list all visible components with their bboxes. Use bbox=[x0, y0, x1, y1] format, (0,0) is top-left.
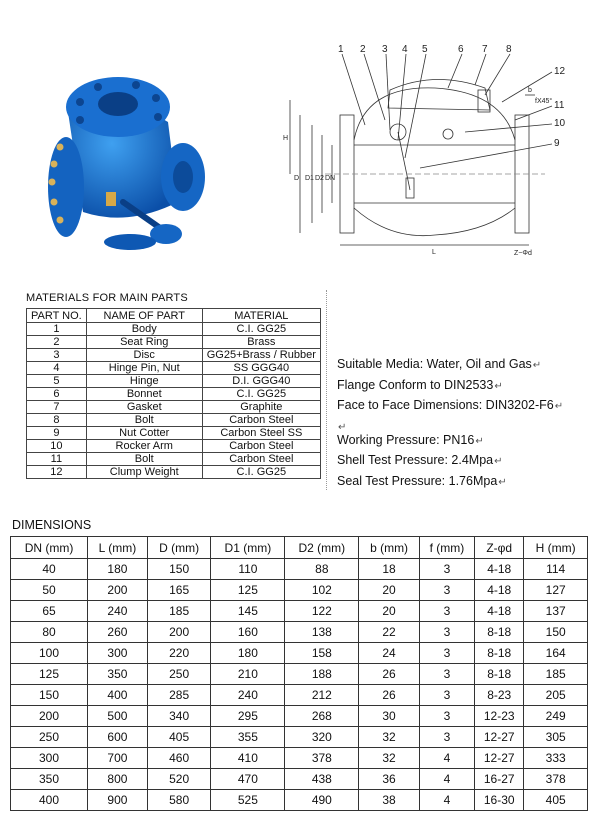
callout-2: 2 bbox=[360, 44, 366, 55]
dimensions-cell: 102 bbox=[285, 580, 359, 601]
materials-header-row bbox=[27, 309, 321, 323]
materials-cell: 4 bbox=[27, 362, 87, 375]
materials-cell: Carbon Steel bbox=[202, 440, 320, 453]
dimensions-cell: 300 bbox=[11, 748, 88, 769]
dimensions-cell: 50 bbox=[11, 580, 88, 601]
dimensions-cell: 460 bbox=[147, 748, 211, 769]
dimensions-row bbox=[11, 727, 588, 748]
dimensions-cell: 210 bbox=[211, 664, 285, 685]
materials-cell: C.I. GG25 bbox=[202, 466, 320, 479]
dimensions-row bbox=[11, 559, 588, 580]
dimensions-cell: 18 bbox=[359, 559, 420, 580]
dimensions-cell: 8-23 bbox=[475, 685, 524, 706]
dimensions-cell: 340 bbox=[147, 706, 211, 727]
dimensions-title: DIMENSIONS bbox=[12, 518, 92, 532]
materials-cell: Seat Ring bbox=[86, 336, 202, 349]
materials-cell: 1 bbox=[27, 323, 87, 336]
dimensions-cell: 3 bbox=[419, 727, 474, 748]
materials-cell: 8 bbox=[27, 414, 87, 427]
dimensions-cell: 3 bbox=[419, 706, 474, 727]
dimensions-cell: 200 bbox=[147, 622, 211, 643]
dimensions-header-cell: H (mm) bbox=[524, 537, 588, 559]
callout-7: 7 bbox=[482, 44, 488, 55]
label-h: H bbox=[283, 135, 289, 142]
dimensions-cell: 20 bbox=[359, 601, 420, 622]
dimensions-cell: 205 bbox=[524, 685, 588, 706]
dimensions-cell: 4-18 bbox=[475, 601, 524, 622]
dimensions-cell: 188 bbox=[285, 664, 359, 685]
dimensions-cell: 38 bbox=[359, 790, 420, 811]
dimensions-cell: 138 bbox=[285, 622, 359, 643]
dimensions-row bbox=[11, 769, 588, 790]
dimensions-row bbox=[11, 580, 588, 601]
dimensions-cell: 4-18 bbox=[475, 559, 524, 580]
label-d2: D2 bbox=[315, 175, 324, 182]
materials-cell: 5 bbox=[27, 375, 87, 388]
dimensions-cell: 355 bbox=[211, 727, 285, 748]
dimensions-cell: 8-18 bbox=[475, 664, 524, 685]
dimensions-cell: 40 bbox=[11, 559, 88, 580]
callout-11: 11 bbox=[554, 100, 565, 111]
callout-4: 4 bbox=[402, 44, 408, 55]
spec-working: Working Pressure: PN16↵ bbox=[337, 432, 484, 447]
dimensions-cell: 65 bbox=[11, 601, 88, 622]
dimensions-row bbox=[11, 790, 588, 811]
dimensions-cell: 30 bbox=[359, 706, 420, 727]
dimensions-cell: 500 bbox=[88, 706, 148, 727]
dimensions-cell: 700 bbox=[88, 748, 148, 769]
dimensions-cell: 3 bbox=[419, 601, 474, 622]
dimensions-cell: 125 bbox=[11, 664, 88, 685]
dimensions-cell: 26 bbox=[359, 664, 420, 685]
materials-header-cell: PART NO. bbox=[27, 309, 87, 323]
materials-row bbox=[27, 362, 321, 375]
dimensions-cell: 220 bbox=[147, 643, 211, 664]
materials-cell: D.I. GGG40 bbox=[202, 375, 320, 388]
dimensions-cell: 145 bbox=[211, 601, 285, 622]
dimensions-cell: 88 bbox=[285, 559, 359, 580]
materials-cell: Carbon Steel SS bbox=[202, 427, 320, 440]
materials-cell: 9 bbox=[27, 427, 87, 440]
label-d: D bbox=[294, 175, 300, 182]
dimensions-cell: 160 bbox=[211, 622, 285, 643]
callout-8: 8 bbox=[506, 44, 512, 55]
materials-cell: GG25+Brass / Rubber bbox=[202, 349, 320, 362]
dimensions-cell: 12-23 bbox=[475, 706, 524, 727]
materials-cell: 10 bbox=[27, 440, 87, 453]
dimensions-cell: 250 bbox=[11, 727, 88, 748]
dimensions-cell: 8-18 bbox=[475, 622, 524, 643]
dimensions-cell: 114 bbox=[524, 559, 588, 580]
label-f: fX45° bbox=[535, 98, 553, 105]
materials-cell: Bolt bbox=[86, 414, 202, 427]
spec-media: Suitable Media: Water, Oil and Gas↵ bbox=[337, 357, 542, 371]
materials-row bbox=[27, 466, 321, 479]
dimensions-cell: 3 bbox=[419, 559, 474, 580]
dimensions-header-cell: f (mm) bbox=[419, 537, 474, 559]
label-dn: DN bbox=[325, 175, 336, 182]
materials-cell: Carbon Steel bbox=[202, 453, 320, 466]
dimensions-cell: 150 bbox=[524, 622, 588, 643]
dimensions-cell: 3 bbox=[419, 685, 474, 706]
dimensions-cell: 3 bbox=[419, 622, 474, 643]
dimensions-cell: 100 bbox=[11, 643, 88, 664]
dimensions-cell: 12-27 bbox=[475, 727, 524, 748]
dimensions-row bbox=[11, 643, 588, 664]
callout-1: 1 bbox=[338, 44, 344, 55]
dimensions-cell: 137 bbox=[524, 601, 588, 622]
dimensions-header-cell: L (mm) bbox=[88, 537, 148, 559]
materials-cell: 2 bbox=[27, 336, 87, 349]
dimensions-cell: 260 bbox=[88, 622, 148, 643]
specifications: Suitable Media: Water, Oil and Gas↵ Flange Conform to DIN2533↵ Face to Face Dimensions: DIN3202-F6↵ ↵ Working Pressure: PN16↵ Shell Test Pressure: 2.4Mpa↵ Seal Test Pressure: 1.76Mpa↵ bbox=[337, 355, 563, 492]
dimensions-cell: 525 bbox=[211, 790, 285, 811]
dimensions-cell: 410 bbox=[211, 748, 285, 769]
materials-cell: SS GGG40 bbox=[202, 362, 320, 375]
dimensions-cell: 22 bbox=[359, 622, 420, 643]
materials-row bbox=[27, 323, 321, 336]
materials-header-cell: NAME OF PART bbox=[86, 309, 202, 323]
materials-cell: Brass bbox=[202, 336, 320, 349]
dimensions-cell: 16-30 bbox=[475, 790, 524, 811]
dimensions-cell: 32 bbox=[359, 727, 420, 748]
dimensions-cell: 150 bbox=[11, 685, 88, 706]
dimensions-row bbox=[11, 748, 588, 769]
valve-photo-icon bbox=[28, 52, 208, 252]
materials-cell: Hinge bbox=[86, 375, 202, 388]
dimensions-cell: 3 bbox=[419, 643, 474, 664]
dimensions-header-cell: D2 (mm) bbox=[285, 537, 359, 559]
callout-5: 5 bbox=[422, 44, 428, 55]
section-divider bbox=[326, 290, 327, 490]
materials-row bbox=[27, 401, 321, 414]
materials-cell: C.I. GG25 bbox=[202, 323, 320, 336]
dimensions-cell: 125 bbox=[211, 580, 285, 601]
materials-row bbox=[27, 414, 321, 427]
dimensions-cell: 350 bbox=[11, 769, 88, 790]
materials-cell: Nut Cotter bbox=[86, 427, 202, 440]
materials-cell: 12 bbox=[27, 466, 87, 479]
materials-cell: 7 bbox=[27, 401, 87, 414]
dimensions-cell: 405 bbox=[524, 790, 588, 811]
dimensions-cell: 24 bbox=[359, 643, 420, 664]
dimensions-row bbox=[11, 601, 588, 622]
dimensions-cell: 12-27 bbox=[475, 748, 524, 769]
dimensions-row bbox=[11, 706, 588, 727]
label-l: L bbox=[432, 249, 436, 256]
dimensions-cell: 378 bbox=[285, 748, 359, 769]
dimensions-cell: 305 bbox=[524, 727, 588, 748]
dimensions-cell: 4 bbox=[419, 790, 474, 811]
dimensions-cell: 164 bbox=[524, 643, 588, 664]
dimensions-cell: 158 bbox=[285, 643, 359, 664]
dimensions-cell: 240 bbox=[88, 601, 148, 622]
dimensions-row bbox=[11, 685, 588, 706]
dimensions-cell: 3 bbox=[419, 664, 474, 685]
spec-face: Face to Face Dimensions: DIN3202-F6↵ bbox=[337, 398, 564, 412]
dimensions-cell: 185 bbox=[524, 664, 588, 685]
materials-cell: Gasket bbox=[86, 401, 202, 414]
dimensions-cell: 26 bbox=[359, 685, 420, 706]
dimensions-cell: 580 bbox=[147, 790, 211, 811]
dimensions-cell: 80 bbox=[11, 622, 88, 643]
dimensions-cell: 490 bbox=[285, 790, 359, 811]
materials-cell: Graphite bbox=[202, 401, 320, 414]
dimensions-cell: 165 bbox=[147, 580, 211, 601]
dimensions-cell: 200 bbox=[11, 706, 88, 727]
materials-row bbox=[27, 453, 321, 466]
dimensions-cell: 32 bbox=[359, 748, 420, 769]
dimensions-cell: 333 bbox=[524, 748, 588, 769]
dimensions-cell: 405 bbox=[147, 727, 211, 748]
dimensions-cell: 350 bbox=[88, 664, 148, 685]
dimensions-cell: 4-18 bbox=[475, 580, 524, 601]
dimensions-cell: 150 bbox=[147, 559, 211, 580]
spec-shell: Shell Test Pressure: 2.4Mpa↵ bbox=[337, 453, 503, 467]
dimensions-cell: 520 bbox=[147, 769, 211, 790]
dimensions-row bbox=[11, 622, 588, 643]
dimensions-cell: 268 bbox=[285, 706, 359, 727]
dimensions-table bbox=[10, 536, 588, 811]
dimensions-cell: 4 bbox=[419, 748, 474, 769]
dimensions-cell: 249 bbox=[524, 706, 588, 727]
callout-3: 3 bbox=[382, 44, 388, 55]
dimensions-cell: 295 bbox=[211, 706, 285, 727]
materials-cell: C.I. GG25 bbox=[202, 388, 320, 401]
materials-cell: Bonnet bbox=[86, 388, 202, 401]
dimensions-cell: 110 bbox=[211, 559, 285, 580]
dimensions-cell: 127 bbox=[524, 580, 588, 601]
dimensions-cell: 36 bbox=[359, 769, 420, 790]
label-z: Z−Φd bbox=[514, 250, 532, 257]
dimensions-cell: 212 bbox=[285, 685, 359, 706]
dimensions-header-row bbox=[11, 537, 588, 559]
technical-drawing bbox=[270, 40, 580, 260]
materials-row bbox=[27, 440, 321, 453]
dimensions-cell: 180 bbox=[211, 643, 285, 664]
dimensions-cell: 285 bbox=[147, 685, 211, 706]
dimensions-header-cell: b (mm) bbox=[359, 537, 420, 559]
dimensions-cell: 122 bbox=[285, 601, 359, 622]
materials-cell: Bolt bbox=[86, 453, 202, 466]
materials-cell: Hinge Pin, Nut bbox=[86, 362, 202, 375]
dimensions-header-cell: D1 (mm) bbox=[211, 537, 285, 559]
dimensions-cell: 8-18 bbox=[475, 643, 524, 664]
label-d1: D1 bbox=[305, 175, 314, 182]
materials-row bbox=[27, 336, 321, 349]
dimensions-cell: 250 bbox=[147, 664, 211, 685]
dimensions-cell: 600 bbox=[88, 727, 148, 748]
materials-cell: Carbon Steel bbox=[202, 414, 320, 427]
dimensions-cell: 320 bbox=[285, 727, 359, 748]
dimensions-cell: 20 bbox=[359, 580, 420, 601]
dimensions-cell: 185 bbox=[147, 601, 211, 622]
dimensions-cell: 400 bbox=[11, 790, 88, 811]
materials-table bbox=[26, 308, 321, 479]
materials-cell: 6 bbox=[27, 388, 87, 401]
dimensions-row bbox=[11, 664, 588, 685]
materials-cell: Disc bbox=[86, 349, 202, 362]
materials-cell: 3 bbox=[27, 349, 87, 362]
dimensions-cell: 4 bbox=[419, 769, 474, 790]
materials-cell: Clump Weight bbox=[86, 466, 202, 479]
materials-row bbox=[27, 427, 321, 440]
materials-title: MATERIALS FOR MAIN PARTS bbox=[26, 292, 188, 304]
dimensions-cell: 438 bbox=[285, 769, 359, 790]
materials-header-cell: MATERIAL bbox=[202, 309, 320, 323]
callout-9: 9 bbox=[554, 138, 560, 149]
dimensions-header-cell: D (mm) bbox=[147, 537, 211, 559]
spec-flange: Flange Conform to DIN2533↵ bbox=[337, 377, 503, 392]
materials-cell: 11 bbox=[27, 453, 87, 466]
dimensions-cell: 400 bbox=[88, 685, 148, 706]
materials-row bbox=[27, 349, 321, 362]
spec-seal: Seal Test Pressure: 1.76Mpa↵ bbox=[337, 473, 507, 488]
dimensions-cell: 16-27 bbox=[475, 769, 524, 790]
callout-6: 6 bbox=[458, 44, 464, 55]
dimensions-header-cell: DN (mm) bbox=[11, 537, 88, 559]
dimensions-cell: 378 bbox=[524, 769, 588, 790]
dimensions-cell: 800 bbox=[88, 769, 148, 790]
materials-row bbox=[27, 388, 321, 401]
dimensions-cell: 180 bbox=[88, 559, 148, 580]
label-b: b bbox=[528, 87, 532, 94]
dimensions-cell: 3 bbox=[419, 580, 474, 601]
dimensions-cell: 300 bbox=[88, 643, 148, 664]
materials-row bbox=[27, 375, 321, 388]
materials-cell: Rocker Arm bbox=[86, 440, 202, 453]
dimensions-cell: 240 bbox=[211, 685, 285, 706]
callout-12: 12 bbox=[554, 66, 566, 77]
dimensions-cell: 900 bbox=[88, 790, 148, 811]
materials-cell: Body bbox=[86, 323, 202, 336]
callout-10: 10 bbox=[554, 118, 566, 129]
dimensions-header-cell: Z-φd bbox=[475, 537, 524, 559]
dimensions-cell: 200 bbox=[88, 580, 148, 601]
dimensions-cell: 470 bbox=[211, 769, 285, 790]
